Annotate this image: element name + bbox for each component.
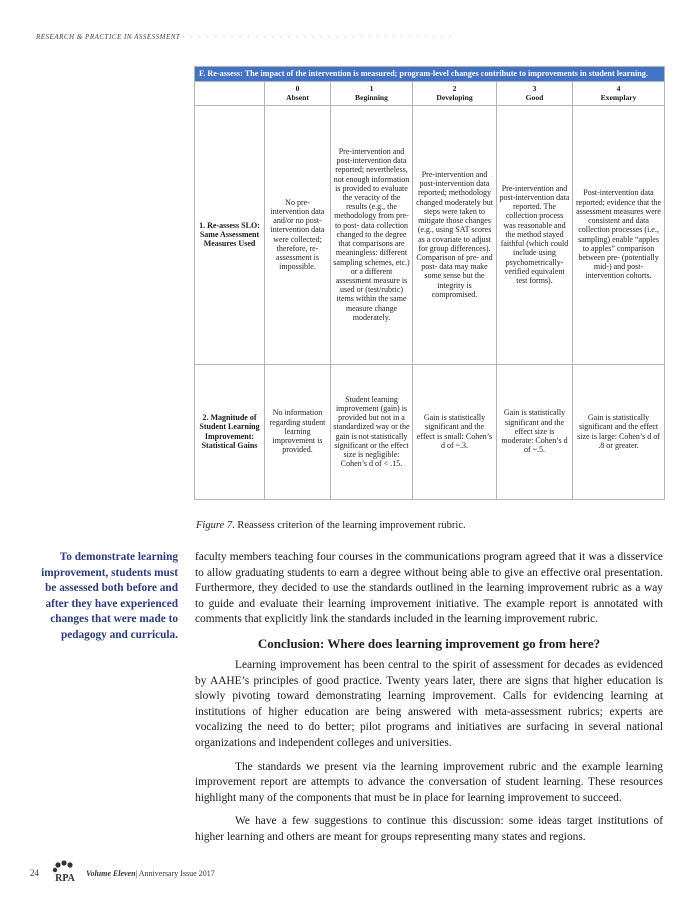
paragraph: We have a few suggestions to continue this discussion: some ideas target institutions of higher learning and others are meant for groups representing many states and regions. bbox=[195, 815, 663, 843]
criterion-magnitude: 2. Magnitude of Student Learning Improvement: Statistical Gains bbox=[195, 364, 265, 499]
running-title: RESEARCH & PRACTICE IN ASSESSMENT bbox=[36, 33, 181, 41]
cell-developing: Gain is statistically significant and the effect is small: Cohen’s d of ~.3. bbox=[413, 364, 497, 499]
caption-text: . Reassess criterion of the learning improvement rubric. bbox=[232, 520, 466, 531]
cell-beginning: Pre-intervention and post-intervention data reported; nevertheless, not enough information is provided to evaluate the veracity of the results (e.g., the methodology from pre- to post- data collection changed to the degree that comparisons are meaningless: different sampling schemes, etc.) or a different assessment measure is used or (test/rubric) items within the same measure change moderately. bbox=[331, 105, 413, 364]
level-good: 3 Good bbox=[497, 81, 573, 105]
table-row bbox=[195, 105, 665, 364]
cell-exemplary: Gain is statistically significant and the effect size is large: Cohen’s d of .8 or greater. bbox=[573, 364, 665, 499]
rubric-title: F. Re-assess: The impact of the intervention is measured; program-level changes contribute to improvements in student learning. bbox=[195, 67, 665, 82]
cell-developing: Pre-intervention and post-intervention data reported; methodology changed moderately but steps were taken to mitigate those changes (e.g., using SAT scores as a covariate to adjust for group differences). Comparison of pre- and post- data may make some sense but the integrity is compromised. bbox=[413, 105, 497, 364]
figure-label: Figure 7 bbox=[196, 520, 233, 531]
level-header-row bbox=[195, 81, 665, 105]
level-absent: 0 Absent bbox=[265, 81, 331, 105]
cell-exemplary: Post-intervention data reported; evidence that the assessment measures were consistent and data collection processes (i.e., sampling) enable “apples to apples” comparison between pre- (potentially mid-) and post-intervention cohorts. bbox=[573, 105, 665, 364]
volume-label: Volume Eleven| Anniversary Issue 2017 bbox=[86, 869, 215, 878]
level-exemplary: 4 Exemplary bbox=[573, 81, 665, 105]
page-number: 24 bbox=[30, 868, 39, 878]
figure-caption bbox=[196, 520, 666, 531]
running-header bbox=[36, 33, 454, 41]
paragraph: Learning improvement has been central to the spirit of assessment for decades as evidenced by AAHE’s principles of good practice. Twenty years later, there are signs that higher education is slowly pivoting toward demonstrating learning improvement. Calls for evidencing learning at institutions of higher education are being answered with meta-assessment rubrics; experts are vocalizing the need to do better; pilot programs and initiatives are surfacing in several national organizations and independent colleges and universities. bbox=[195, 658, 663, 749]
cell-absent: No pre-intervention data and/or no post-intervention data were collected; therefore, re-assessment is impossible. bbox=[265, 105, 331, 364]
article-body bbox=[195, 550, 663, 854]
cell-good: Gain is statistically significant and the effect size is moderate: Cohen’s d of ~.5. bbox=[497, 364, 573, 499]
paragraph: The standards we present via the learning improvement rubric and the example learning improvement report are attempts to advance the conversation of student learning. These resources highlight many of the components that must be in place for learning improvement to succeed. bbox=[195, 760, 663, 804]
level-beginning: 1 Beginning bbox=[331, 81, 413, 105]
table-row bbox=[195, 364, 665, 499]
criterion-reassess-slo: 1. Re-assess SLO: Same Assessment Measures Used bbox=[195, 105, 265, 364]
header-dots: · · · · · · · · · · · · · · · · · · · · · · · · · · · · · · · · · · bbox=[182, 33, 454, 41]
section-heading: Conclusion: Where does learning improvement go from here? bbox=[257, 635, 601, 651]
cell-beginning: Student learning improvement (gain) is provided but not in a standardized way or the gain is not statistically significant or the effect size is negligible: Cohen’s d of < .15. bbox=[331, 364, 413, 499]
reassess-rubric-table bbox=[194, 66, 665, 500]
pull-quote: To demonstrate learning improvement, students must be assessed both before and after they have experienced changes that were made to pedagogy and curricula. bbox=[41, 551, 178, 641]
corner-cell bbox=[195, 81, 265, 105]
level-developing: 2 Developing bbox=[413, 81, 497, 105]
rpa-logo-icon bbox=[50, 860, 80, 884]
cell-good: Pre-intervention and post-intervention data reported. The collection process was reasonable and the method stayed faithful (which could include using psychometrically-verified equivalent test forms). bbox=[497, 105, 573, 364]
svg-text:RPA: RPA bbox=[55, 873, 75, 884]
page-footer bbox=[30, 860, 330, 886]
cell-absent: No information regarding student learning improvement is provided. bbox=[265, 364, 331, 499]
paragraph: faculty members teaching four courses in the communications program agreed that it was a disservice to allow graduating students to earn a degree without being able to give an effective oral presentation. Furthermore, they decided to use the standards outlined in the learning improvement rubric as a way to guide and evaluate their learning improvement initiative. The example report is annotated with comments that explicitly link the standards included in the learning improvement rubric. bbox=[195, 551, 663, 626]
